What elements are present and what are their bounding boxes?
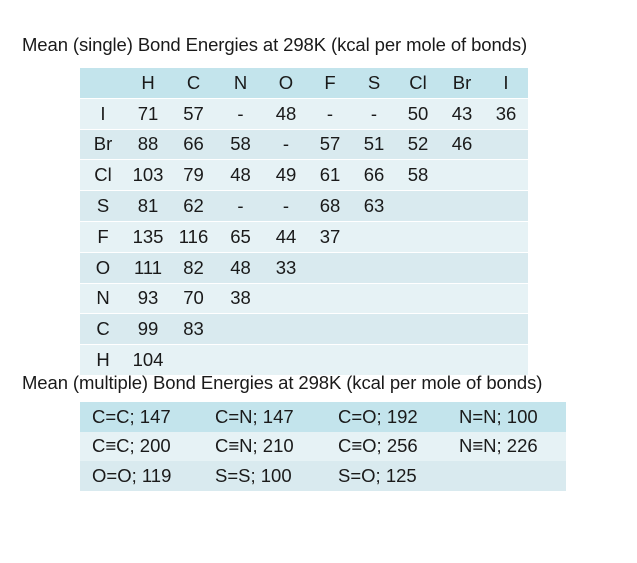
table-cell: 111 bbox=[126, 252, 170, 283]
table-cell: C=N; 147 bbox=[203, 402, 326, 432]
table-cell: 50 bbox=[396, 98, 440, 129]
table-cell: - bbox=[217, 191, 264, 222]
column-header: Cl bbox=[396, 68, 440, 98]
table-cell: 103 bbox=[126, 160, 170, 191]
table-cell: - bbox=[308, 98, 352, 129]
table-cell: S=O; 125 bbox=[326, 461, 447, 491]
table-cell: 49 bbox=[264, 160, 308, 191]
table-cell: 79 bbox=[170, 160, 217, 191]
table-row bbox=[80, 402, 566, 432]
table-cell: 66 bbox=[352, 160, 396, 191]
table-cell: 51 bbox=[352, 129, 396, 160]
table-row bbox=[80, 221, 528, 252]
column-header: Br bbox=[440, 68, 484, 98]
table-cell bbox=[308, 252, 352, 283]
table-cell bbox=[440, 252, 484, 283]
column-header: H bbox=[126, 68, 170, 98]
table-cell bbox=[484, 283, 528, 314]
table-cell: O=O; 119 bbox=[80, 461, 203, 491]
row-header: O bbox=[80, 252, 126, 283]
table-cell bbox=[396, 191, 440, 222]
table-row bbox=[80, 129, 528, 160]
table-cell: - bbox=[264, 129, 308, 160]
table-cell bbox=[440, 191, 484, 222]
table-cell bbox=[217, 345, 264, 376]
table-cell: C≡N; 210 bbox=[203, 432, 326, 462]
table-cell bbox=[484, 129, 528, 160]
table-cell: 88 bbox=[126, 129, 170, 160]
row-header: S bbox=[80, 191, 126, 222]
table-cell bbox=[352, 283, 396, 314]
table-cell: - bbox=[264, 191, 308, 222]
table-cell: 57 bbox=[308, 129, 352, 160]
multiple-bond-title: Mean (multiple) Bond Energies at 298K (kcal per mole of bonds) bbox=[22, 372, 543, 393]
table-cell bbox=[170, 345, 217, 376]
table-cell: 81 bbox=[126, 191, 170, 222]
table-cell bbox=[264, 283, 308, 314]
table-cell: 37 bbox=[308, 221, 352, 252]
table-cell bbox=[447, 461, 566, 491]
table-cell bbox=[308, 345, 352, 376]
table-cell bbox=[440, 160, 484, 191]
table-cell bbox=[440, 283, 484, 314]
row-header: F bbox=[80, 221, 126, 252]
table-cell: 63 bbox=[352, 191, 396, 222]
table-cell: 58 bbox=[217, 129, 264, 160]
row-header: C bbox=[80, 314, 126, 345]
table-cell: 36 bbox=[484, 98, 528, 129]
row-header: N bbox=[80, 283, 126, 314]
single-bond-title: Mean (single) Bond Energies at 298K (kcal per mole of bonds) bbox=[22, 34, 528, 55]
table-cell bbox=[217, 314, 264, 345]
table-cell bbox=[308, 314, 352, 345]
table-cell: 48 bbox=[217, 160, 264, 191]
multiple-bond-table bbox=[80, 402, 566, 491]
table-cell: 104 bbox=[126, 345, 170, 376]
table-cell: 62 bbox=[170, 191, 217, 222]
table-cell: 48 bbox=[217, 252, 264, 283]
table-cell bbox=[396, 221, 440, 252]
table-cell: 44 bbox=[264, 221, 308, 252]
table-cell bbox=[352, 345, 396, 376]
table-cell: 58 bbox=[396, 160, 440, 191]
table-row bbox=[80, 98, 528, 129]
table-cell bbox=[264, 345, 308, 376]
table-cell: - bbox=[352, 98, 396, 129]
table-cell bbox=[440, 314, 484, 345]
table-cell bbox=[352, 314, 396, 345]
table-row bbox=[80, 283, 528, 314]
table-cell: C≡C; 200 bbox=[80, 432, 203, 462]
table-cell bbox=[396, 283, 440, 314]
column-header: N bbox=[217, 68, 264, 98]
table-row bbox=[80, 160, 528, 191]
column-header: I bbox=[484, 68, 528, 98]
table-cell bbox=[484, 314, 528, 345]
table-cell: 57 bbox=[170, 98, 217, 129]
table-cell: 65 bbox=[217, 221, 264, 252]
table-cell: 38 bbox=[217, 283, 264, 314]
table-row bbox=[80, 345, 528, 376]
table-cell: 68 bbox=[308, 191, 352, 222]
table-cell: C=C; 147 bbox=[80, 402, 203, 432]
table-cell: - bbox=[217, 98, 264, 129]
table-cell bbox=[484, 221, 528, 252]
table-cell: 52 bbox=[396, 129, 440, 160]
table-row bbox=[80, 314, 528, 345]
single-bond-table bbox=[80, 68, 528, 376]
table-cell: 99 bbox=[126, 314, 170, 345]
table-cell bbox=[352, 252, 396, 283]
table-row bbox=[80, 252, 528, 283]
table-cell: 70 bbox=[170, 283, 217, 314]
column-header: S bbox=[352, 68, 396, 98]
corner-cell bbox=[80, 68, 126, 98]
table-cell: 33 bbox=[264, 252, 308, 283]
column-header: O bbox=[264, 68, 308, 98]
table-cell bbox=[308, 283, 352, 314]
table-cell: S=S; 100 bbox=[203, 461, 326, 491]
table-cell: C≡O; 256 bbox=[326, 432, 447, 462]
table-cell bbox=[352, 221, 396, 252]
table-row bbox=[80, 461, 566, 491]
column-header: F bbox=[308, 68, 352, 98]
column-header: C bbox=[170, 68, 217, 98]
row-header: Cl bbox=[80, 160, 126, 191]
table-header-row bbox=[80, 68, 528, 98]
table-cell: 71 bbox=[126, 98, 170, 129]
table-cell: 116 bbox=[170, 221, 217, 252]
table-row bbox=[80, 432, 566, 462]
table-cell bbox=[396, 314, 440, 345]
table-cell: 48 bbox=[264, 98, 308, 129]
table-cell: 83 bbox=[170, 314, 217, 345]
table-row bbox=[80, 191, 528, 222]
table-cell bbox=[396, 345, 440, 376]
table-cell: 66 bbox=[170, 129, 217, 160]
table-cell: 82 bbox=[170, 252, 217, 283]
row-header: Br bbox=[80, 129, 126, 160]
table-cell bbox=[484, 252, 528, 283]
table-cell bbox=[484, 191, 528, 222]
table-cell: 93 bbox=[126, 283, 170, 314]
table-cell: N≡N; 226 bbox=[447, 432, 566, 462]
table-cell: 46 bbox=[440, 129, 484, 160]
table-cell: 61 bbox=[308, 160, 352, 191]
table-cell bbox=[396, 252, 440, 283]
row-header: H bbox=[80, 345, 126, 376]
table-cell bbox=[484, 345, 528, 376]
table-cell: C=O; 192 bbox=[326, 402, 447, 432]
table-cell bbox=[440, 221, 484, 252]
table-cell: 135 bbox=[126, 221, 170, 252]
table-cell: N=N; 100 bbox=[447, 402, 566, 432]
table-cell bbox=[484, 160, 528, 191]
table-cell bbox=[264, 314, 308, 345]
table-cell: 43 bbox=[440, 98, 484, 129]
table-cell bbox=[440, 345, 484, 376]
row-header: I bbox=[80, 98, 126, 129]
